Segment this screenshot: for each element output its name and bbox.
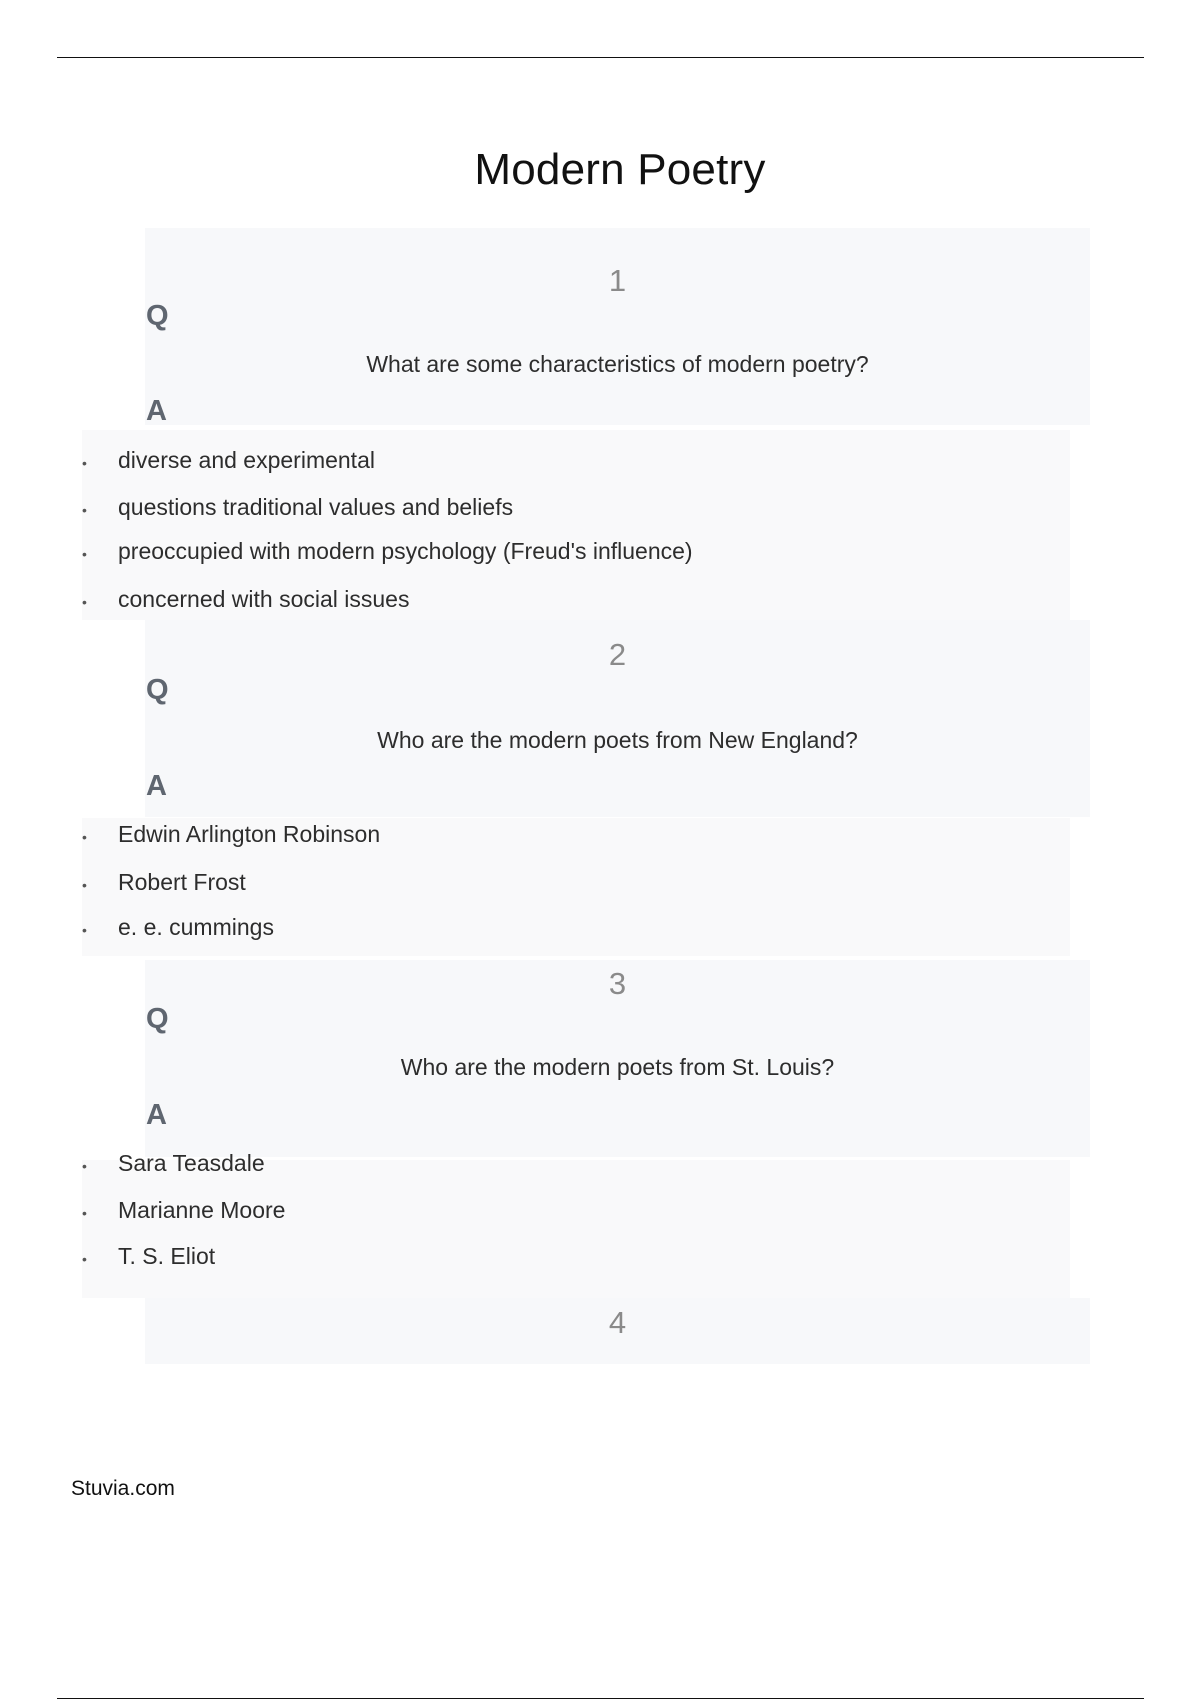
question-text-1: What are some characteristics of modern poetry?	[366, 351, 869, 377]
bullet-icon: •	[82, 546, 87, 562]
answer-label-1: A	[146, 395, 167, 427]
question-label-3: Q	[146, 1003, 169, 1035]
card-number-4: 4	[608, 1305, 627, 1340]
question-panel-1	[145, 228, 1090, 425]
question-label-1: Q	[146, 300, 169, 332]
bullet-icon: •	[82, 1251, 87, 1267]
bottom-rule	[57, 1698, 1144, 1699]
bullet-icon: •	[82, 1158, 87, 1174]
answer-panel-3	[82, 1160, 1070, 1298]
bullet-icon: •	[82, 594, 87, 610]
answer-item: • Edwin Arlington Robinson	[82, 821, 381, 847]
bullet-icon: •	[82, 922, 87, 938]
question-text-2: Who are the modern poets from New England?	[377, 727, 858, 753]
top-rule	[57, 57, 1144, 58]
card-number-2: 2	[608, 637, 627, 672]
answer-item: • preoccupied with modern psychology (Freud's influence)	[82, 538, 693, 564]
bullet-icon: •	[82, 1205, 87, 1221]
bullet-icon: •	[82, 829, 87, 845]
card-number-3: 3	[608, 966, 627, 1001]
footer-source: Stuvia.com	[71, 1477, 175, 1500]
bullet-icon: •	[82, 877, 87, 893]
answer-item: • concerned with social issues	[82, 586, 410, 612]
answer-item: • questions traditional values and beliefs	[82, 494, 514, 520]
card-number-1: 1	[608, 263, 627, 298]
answer-label-2: A	[146, 770, 167, 802]
answer-item: • diverse and experimental	[82, 447, 375, 473]
answer-label-3: A	[146, 1099, 167, 1131]
question-label-2: Q	[146, 674, 169, 706]
answer-item: • Marianne Moore	[82, 1197, 286, 1223]
answer-item: • Sara Teasdale	[82, 1150, 265, 1176]
question-text-3: Who are the modern poets from St. Louis?	[400, 1054, 835, 1080]
answer-item: • Robert Frost	[82, 869, 246, 895]
document-title: Modern Poetry	[474, 145, 766, 194]
answer-item: • T. S. Eliot	[82, 1243, 216, 1269]
bullet-icon: •	[82, 455, 87, 471]
answer-item: • e. e. cummings	[82, 914, 274, 940]
bullet-icon: •	[82, 502, 87, 518]
